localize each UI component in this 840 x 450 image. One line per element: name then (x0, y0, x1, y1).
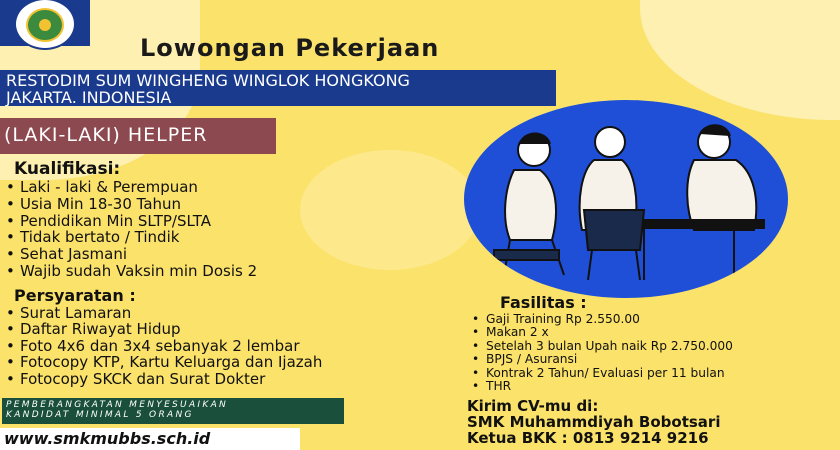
list-item: • Foto 4x6 dan 3x4 sebanyak 2 lembar (4, 338, 322, 354)
kualifikasi-heading: Kualifikasi: (14, 159, 121, 179)
fasilitas-heading: Fasilitas : (500, 293, 587, 312)
meeting-illustration-icon (464, 100, 788, 298)
list-item: • THR (470, 380, 733, 393)
departure-note (2, 398, 344, 424)
list-item: • Gaji Training Rp 2.550.00 (470, 313, 733, 326)
company-banner (0, 70, 556, 106)
list-item: • Fotocopy KTP, Kartu Keluarga dan Ijazah (4, 354, 322, 370)
list-item: • Kontrak 2 Tahun/ Evaluasi per 11 bulan (470, 367, 733, 380)
company-location: JAKARTA. INDONESIA (6, 88, 172, 107)
list-item: • Laki - laki & Perempuan (4, 179, 257, 196)
list-item: • Wajib sudah Vaksin min Dosis 2 (4, 263, 257, 280)
list-item: • BPJS / Asuransi (470, 353, 733, 366)
company-name: RESTODIM SUM WINGHENG WINGLOK HONGKONG (6, 71, 410, 90)
list-item: • Sehat Jasmani (4, 246, 257, 263)
background-blob (300, 150, 480, 270)
website-link[interactable]: www.smkmubbs.sch.id (0, 428, 300, 450)
kualifikasi-list (4, 179, 257, 280)
contact-info (467, 398, 720, 446)
list-item: • Tidak bertato / Tindik (4, 229, 257, 246)
list-item: • Daftar Riwayat Hidup (4, 321, 322, 337)
note-line: KANDIDAT MINIMAL 5 ORANG (6, 410, 194, 420)
background-blob (640, 0, 840, 120)
position-badge: (LAKI-LAKI) HELPER (0, 118, 276, 154)
poster-title: Lowongan Pekerjaan (140, 34, 440, 62)
contact-line: SMK Muhammdiyah Bobotsari (467, 413, 721, 431)
persyaratan-heading: Persyaratan : (14, 286, 136, 305)
list-item: • Surat Lamaran (4, 305, 322, 321)
list-item: • Pendidikan Min SLTP/SLTA (4, 213, 257, 230)
contact-line: Ketua BKK : 0813 9214 9216 (467, 429, 709, 447)
fasilitas-list (470, 313, 733, 393)
note-line: PEMBERANGKATAN MENYESUAIKAN (6, 400, 229, 410)
list-item: • Makan 2 x (470, 326, 733, 339)
contact-line: Kirim CV-mu di: (467, 397, 599, 415)
logo-banner (0, 0, 90, 46)
list-item: • Fotocopy SKCK dan Surat Dokter (4, 371, 322, 387)
persyaratan-list (4, 305, 322, 387)
list-item: • Usia Min 18-30 Tahun (4, 196, 257, 213)
list-item: • Setelah 3 bulan Upah naik Rp 2.750.000 (470, 340, 733, 353)
school-logo-icon (14, 0, 76, 50)
